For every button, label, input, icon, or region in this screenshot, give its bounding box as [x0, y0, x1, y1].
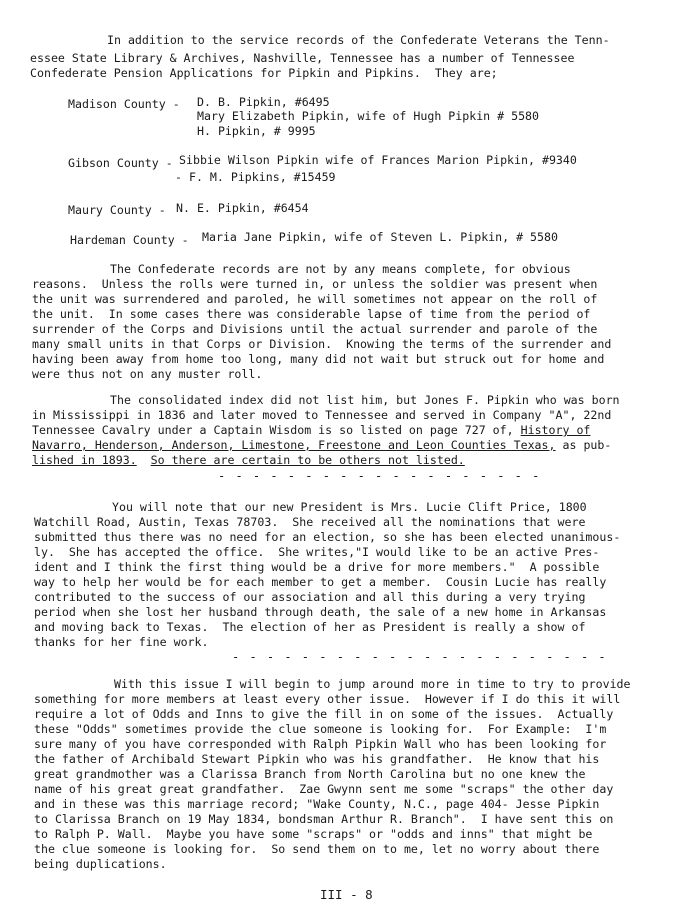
para3-line-2: in Mississippi in 1836 and later moved to Tennessee and served in Company "A", 22nd: [32, 408, 612, 422]
para4-line-8: period when she lost her husband through death, the sale of a new home in Arkansas: [34, 605, 607, 619]
para5-line-11: to Ralph P. Wall. Maybe you have some "scraps" or "odds and inns" that might be: [34, 827, 593, 841]
para4-line-9: and moving back to Texas. The election of her as President is really a show of: [34, 620, 586, 634]
gibson-county-label: Gibson County -: [68, 156, 173, 170]
intro-line-1: In addition to the service records of the Confederate Veterans the Tenn-: [107, 33, 610, 47]
book-title-part-2: Navarro, Henderson, Anderson, Limestone, Freestone and Leon Counties Texas,: [32, 438, 556, 452]
maury-county-label: Maury County -: [68, 203, 166, 217]
para4-line-3: submitted thus there was no need for an election, so she has been elected unanimous-: [34, 530, 621, 544]
page-number: III - 8: [320, 887, 373, 902]
para2-line-6: many small units in that Corps or Division. Knowing the terms of the surrender and: [32, 337, 612, 351]
para2-line-2: reasons. Unless the rolls were turned in, or unless the soldier was present when: [32, 277, 598, 291]
para5-line-8: name of his great great grandfather. Zae Gwynn sent me some "scraps" the other day: [34, 782, 614, 796]
para5-line-4: these "Odds" sometimes provide the clue someone is looking for. For Example: I'm: [34, 722, 607, 736]
para5-line-12: the clue someone is looking for. So send them on to me, let no worry about there: [34, 842, 600, 856]
para3-line-4: [32, 438, 611, 452]
madison-entry-1: D. B. Pipkin, #6495: [197, 95, 330, 109]
para3-line-3-text: Tennessee Cavalry under a Captain Wisdom is so listed on page 727 of,: [32, 423, 514, 437]
para5-line-1: With this issue I will begin to jump around more in time to try to provide: [114, 677, 631, 691]
para2-line-7: having been away from home too long, many did not wait but struck out for home and: [32, 352, 605, 366]
para4-line-4: ly. She has accepted the office. She writes,"I would like to be an active Pres-: [34, 545, 600, 559]
para5-line-2: something for more members at least every other issue. However if I do this it will: [34, 692, 621, 706]
para2-line-1: The Confederate records are not by any means complete, for obvious: [110, 262, 571, 276]
maury-entry-1: N. E. Pipkin, #6454: [176, 201, 309, 215]
para4-line-5: ident and I think the first thing would be a drive for more members." A possible: [34, 560, 600, 574]
para2-line-8: were thus not on any muster roll.: [32, 367, 263, 381]
para5-line-6: the father of Archibald Stewart Pipkin who was his grandfather. He know that his: [34, 752, 600, 766]
hardeman-county-label: Hardeman County -: [70, 233, 189, 247]
gibson-entry-2: - F. M. Pipkins, #15459: [175, 170, 336, 184]
para5-line-10: to Clarissa Branch on 19 May 1834, bondsman Arthur R. Branch". I have sent this on: [34, 812, 614, 826]
intro-line-3: Confederate Pension Applications for Pipkin and Pipkins. They are;: [30, 66, 498, 80]
hardeman-entry-1: Maria Jane Pipkin, wife of Steven L. Pipkin, # 5580: [202, 230, 558, 244]
para4-line-6: way to help her would be for each member to get a member. Cousin Lucie has really: [34, 575, 607, 589]
para5-line-9: and in these was this marriage record; "Wake County, N.C., page 404- Jesse Pipkin: [34, 797, 600, 811]
para5-line-5: sure many of you have corresponded with Ralph Pipkin Wall who has been looking for: [34, 737, 607, 751]
para3-line-1: The consolidated index did not list him, but Jones F. Pipkin who was born: [110, 393, 620, 407]
para2-line-4: the unit. In some cases there was considerable lapse of time from the period of: [32, 307, 591, 321]
madison-entry-3: H. Pipkin, # 9995: [197, 124, 316, 138]
madison-county-label: Madison County -: [68, 97, 180, 111]
intro-line-2: essee State Library & Archives, Nashville, Tennessee has a number of Tennessee: [30, 51, 575, 65]
para3-last-post: So there are certain to be others not listed.: [150, 453, 465, 467]
para4-line-7: contributed to the success of our association and all this during a very trying: [34, 590, 586, 604]
para4-line-1: You will note that our new President is Mrs. Lucie Clift Price, 1800: [112, 500, 587, 514]
para5-line-7: great grandmother was a Clarissa Branch from North Carolina but no one knew the: [34, 767, 586, 781]
para3-last-pre: lished in 1893.: [32, 453, 137, 467]
gibson-entry-1: Sibbie Wilson Pipkin wife of Frances Marion Pipkin, #9340: [179, 153, 577, 167]
section-divider-1: - - - - - - - - - - - - - - - - - - -: [218, 469, 541, 483]
section-divider-2: - - - - - - - - - - - - - - - - - - - - - -: [232, 650, 608, 664]
para2-line-5: surrender of the Corps and Divisions until the actual surrender and parole of the: [32, 322, 598, 336]
para5-line-13: being duplications.: [34, 857, 167, 871]
para3-after-title: as pub-: [562, 438, 612, 452]
para5-line-3: require a lot of Odds and Inns to give the fill in on some of the issues. Actually: [34, 707, 614, 721]
book-title-part-1: History of: [520, 423, 591, 437]
para3-line-3: [32, 423, 590, 437]
para4-line-10: thanks for her fine work.: [34, 635, 209, 649]
madison-entry-2: Mary Elizabeth Pipkin, wife of Hugh Pipkin # 5580: [197, 109, 540, 123]
para3-line-5: [32, 453, 465, 467]
para2-line-3: the unit was surrendered and paroled, he will sometimes not appear on the roll of: [32, 292, 598, 306]
para4-line-2: Watchill Road, Austin, Texas 78703. She received all the nominations that were: [34, 515, 586, 529]
